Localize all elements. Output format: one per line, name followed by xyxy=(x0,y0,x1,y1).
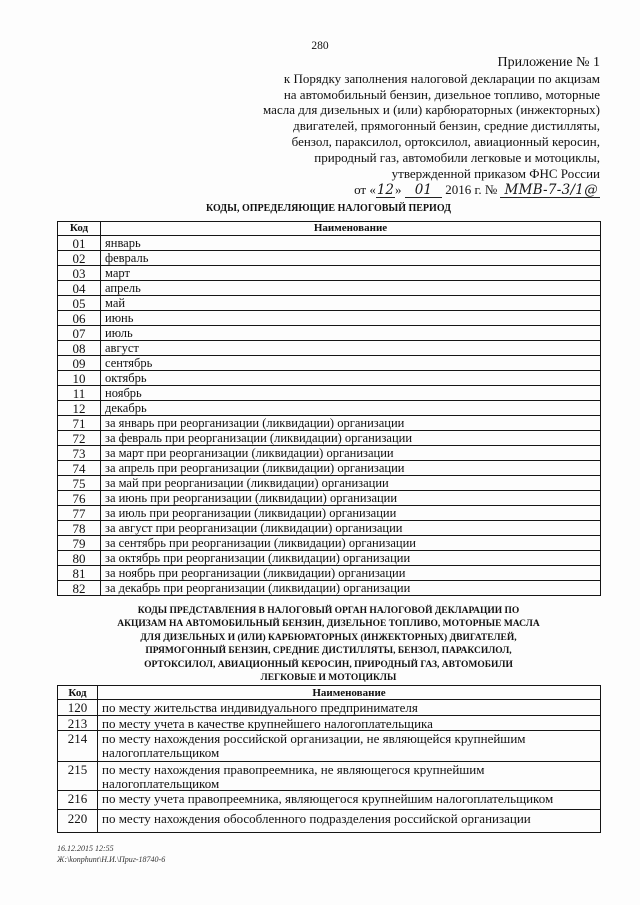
header-name: Наименование xyxy=(98,686,601,700)
order-prefix: от « xyxy=(354,182,376,198)
name-cell: декабрь xyxy=(101,401,601,416)
code-cell: 80 xyxy=(58,551,101,566)
table-row xyxy=(58,551,601,566)
appendix-line: двигателей, прямогонный бензин, средние дистилляты, xyxy=(293,118,600,134)
table-row xyxy=(58,326,601,341)
table-row xyxy=(58,401,601,416)
name-cell: апрель xyxy=(101,281,601,296)
table-row xyxy=(58,341,601,356)
appendix-line: к Порядку заполнения налоговой декларации по акцизам xyxy=(283,70,600,86)
code-cell: 02 xyxy=(58,251,101,266)
tax-period-codes-table xyxy=(57,221,601,596)
table2-title-line: КОДЫ ПРЕДСТАВЛЕНИЯ В НАЛОГОВЫЙ ОРГАН НАЛОГОВОЙ ДЕКЛАРАЦИИ ПО xyxy=(137,606,520,616)
table-row xyxy=(58,731,601,762)
name-cell: за апрель при реорганизации (ликвидации) организации xyxy=(101,461,601,476)
header-name: Наименование xyxy=(101,222,601,236)
table-row xyxy=(58,251,601,266)
table-row xyxy=(58,810,601,833)
appendix-line: бензол, параксилол, ортоксилол, авиационный керосин, xyxy=(291,133,600,149)
table-row xyxy=(58,311,601,326)
table2-title-line: ОРТОКСИЛОЛ, АВИАЦИОННЫЙ КЕРОСИН, ПРИРОДНЫЙ ГАЗ, АВТОМОБИЛИ xyxy=(144,659,513,670)
table-row xyxy=(58,536,601,551)
footer-line: Ж:\konphunt\Н.И.\Приг-18740-6 xyxy=(57,855,166,864)
table-row xyxy=(58,700,601,716)
name-cell: за февраль при реорганизации (ликвидации) организации xyxy=(101,431,601,446)
table-row xyxy=(58,371,601,386)
appendix-title: Приложение № 1 xyxy=(497,55,600,70)
code-cell: 120 xyxy=(58,700,98,716)
order-date-number xyxy=(180,181,600,198)
code-cell: 10 xyxy=(58,371,101,386)
name-cell: август xyxy=(101,341,601,356)
name-line: по месту жительства индивидуального предпринимателя xyxy=(102,700,418,715)
name-cell: за сентябрь при реорганизации (ликвидации) организации xyxy=(101,536,601,551)
footer-line: 16.12.2015 12:55 xyxy=(57,844,114,853)
name-cell: октябрь xyxy=(101,371,601,386)
table-row xyxy=(58,236,601,251)
order-day-handwritten: 12 xyxy=(376,182,395,199)
table-row xyxy=(58,461,601,476)
code-cell: 73 xyxy=(58,446,101,461)
table-row xyxy=(58,296,601,311)
name-cell xyxy=(98,791,601,810)
appendix-line: утвержденной приказом ФНС России xyxy=(391,165,600,181)
table2-title-line: ПРЯМОГОННЫЙ БЕНЗИН, СРЕДНИЕ ДИСТИЛЛЯТЫ, БЕНЗОЛ, ПАРАКСИЛОЛ, xyxy=(145,646,512,657)
table2-title-line: ДЛЯ ДИЗЕЛЬНЫХ И (ИЛИ) КАРБЮРАТОРНЫХ (ИНЖЕКТОРНЫХ) ДВИГАТЕЛЕЙ, xyxy=(140,632,517,643)
name-cell: март xyxy=(101,266,601,281)
code-cell: 81 xyxy=(58,566,101,581)
name-cell: февраль xyxy=(101,251,601,266)
table-row xyxy=(58,506,601,521)
code-cell: 78 xyxy=(58,521,101,536)
code-cell: 06 xyxy=(58,311,101,326)
name-cell: за декабрь при реорганизации (ликвидации) организации xyxy=(101,581,601,596)
table-row xyxy=(58,491,601,506)
name-cell xyxy=(98,731,601,762)
table-row xyxy=(58,762,601,791)
table-row xyxy=(58,431,601,446)
name-line: по месту нахождения правопреемника, не являющегося крупнейшим xyxy=(102,762,485,778)
table-header-row xyxy=(58,222,601,236)
code-cell: 04 xyxy=(58,281,101,296)
name-cell: за август при реорганизации (ликвидации) организации xyxy=(101,521,601,536)
table-row xyxy=(58,356,601,371)
table-row xyxy=(58,416,601,431)
name-line: по месту нахождения российской организации, не являющейся крупнейшим xyxy=(102,731,526,747)
order-year: 2016 г. № xyxy=(445,182,498,198)
table1-title: КОДЫ, ОПРЕДЕЛЯЮЩИЕ НАЛОГОВЫЙ ПЕРИОД xyxy=(206,203,451,214)
code-cell: 215 xyxy=(58,762,98,791)
code-cell: 220 xyxy=(58,810,98,833)
name-cell: за январь при реорганизации (ликвидации) организации xyxy=(101,416,601,431)
code-cell: 71 xyxy=(58,416,101,431)
table-row xyxy=(58,281,601,296)
code-cell: 79 xyxy=(58,536,101,551)
code-cell: 72 xyxy=(58,431,101,446)
name-cell: за май при реорганизации (ликвидации) организации xyxy=(101,476,601,491)
code-cell: 12 xyxy=(58,401,101,416)
order-number-handwritten: ММВ-7-3/1@ xyxy=(500,183,600,198)
name-cell: за март при реорганизации (ликвидации) организации xyxy=(101,446,601,461)
table-row xyxy=(58,521,601,536)
code-cell: 74 xyxy=(58,461,101,476)
submission-place-codes-table xyxy=(57,685,601,833)
name-line: налогоплательщиком xyxy=(102,775,220,791)
appendix-header xyxy=(180,55,600,198)
code-cell: 07 xyxy=(58,326,101,341)
page-number: 280 xyxy=(311,40,329,52)
table-row xyxy=(58,566,601,581)
name-line: налогоплательщиком xyxy=(102,744,220,760)
code-cell: 214 xyxy=(58,731,98,762)
name-cell: сентябрь xyxy=(101,356,601,371)
name-line: по месту учета в качестве крупнейшего налогоплательщика xyxy=(102,715,433,731)
code-cell: 77 xyxy=(58,506,101,521)
code-cell: 08 xyxy=(58,341,101,356)
name-cell: июль xyxy=(101,326,601,341)
name-cell: за июнь при реорганизации (ликвидации) организации xyxy=(101,491,601,506)
appendix-line: на автомобильный бензин, дизельное топливо, моторные xyxy=(283,86,600,102)
table2-title-line: АКЦИЗАМ НА АВТОМОБИЛЬНЫЙ БЕНЗИН, ДИЗЕЛЬНОЕ ТОПЛИВО, МОТОРНЫЕ МАСЛА xyxy=(117,619,540,630)
name-cell: за июль при реорганизации (ликвидации) организации xyxy=(101,506,601,521)
name-cell xyxy=(98,810,601,833)
code-cell: 01 xyxy=(58,236,101,251)
file-footer xyxy=(57,843,357,865)
table-row xyxy=(58,476,601,491)
name-cell: ноябрь xyxy=(101,386,601,401)
table-row xyxy=(58,581,601,596)
code-cell: 03 xyxy=(58,266,101,281)
table-row xyxy=(58,791,601,810)
header-code: Код xyxy=(58,222,101,236)
code-cell: 09 xyxy=(58,356,101,371)
name-line: по месту учета правопреемника, являющегося крупнейшим налогоплательщиком xyxy=(102,791,554,807)
table-row xyxy=(58,715,601,731)
code-cell: 11 xyxy=(58,386,101,401)
name-cell xyxy=(98,762,601,791)
code-cell: 76 xyxy=(58,491,101,506)
appendix-line: природный газ, автомобили легковые и мотоциклы, xyxy=(314,149,600,165)
order-month-handwritten: 01 xyxy=(405,183,442,198)
code-cell: 82 xyxy=(58,581,101,596)
code-cell: 216 xyxy=(58,791,98,810)
name-cell: за октябрь при реорганизации (ликвидации) организации xyxy=(101,551,601,566)
name-cell xyxy=(98,700,601,716)
table-row xyxy=(58,446,601,461)
code-cell: 75 xyxy=(58,476,101,491)
table-row xyxy=(58,386,601,401)
name-line: по месту нахождения обособленного подразделения российской организации xyxy=(102,811,531,827)
appendix-line: масла для дизельных и (или) карбюраторных (инжекторных) xyxy=(263,102,600,118)
table-header-row xyxy=(58,686,601,700)
table2-title-line: ЛЕГКОВЫЕ И МОТОЦИКЛЫ xyxy=(260,673,397,684)
code-cell: 213 xyxy=(58,715,98,731)
name-cell: июнь xyxy=(101,311,601,326)
header-code: Код xyxy=(58,686,98,700)
order-day-close: » xyxy=(395,182,402,198)
name-cell: май xyxy=(101,296,601,311)
table-row xyxy=(58,266,601,281)
name-cell: январь xyxy=(101,236,601,251)
code-cell: 05 xyxy=(58,296,101,311)
table2-title xyxy=(57,605,600,685)
name-cell xyxy=(98,715,601,731)
name-cell: за ноябрь при реорганизации (ликвидации) организации xyxy=(101,566,601,581)
